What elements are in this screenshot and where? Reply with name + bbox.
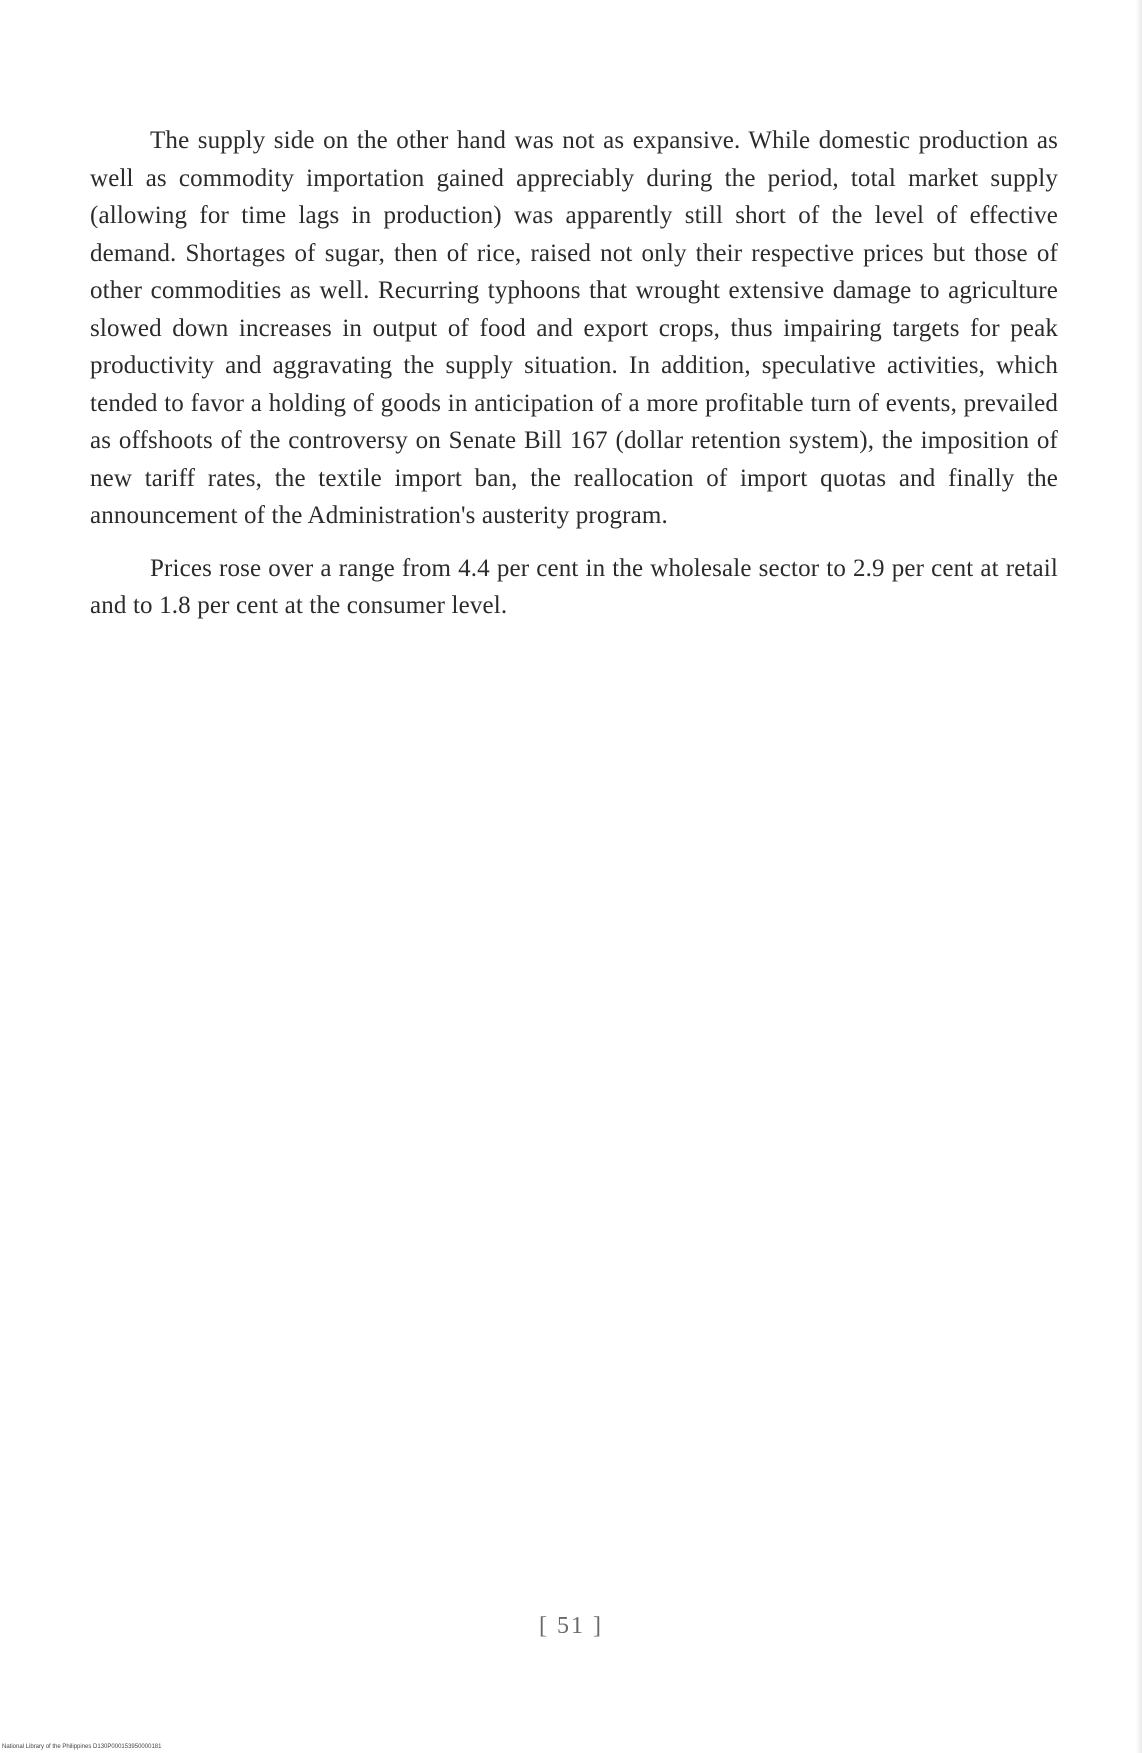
- page-number: [ 51 ]: [539, 1613, 603, 1639]
- scan-edge-shadow: [1136, 0, 1142, 1753]
- body-text: [90, 122, 1058, 625]
- paragraph-prices: Prices rose over a range from 4.4 per cent in the wholesale sector to 2.9 per cent at retail and to 1.8 per cent at the consumer level.: [90, 554, 1058, 619]
- footer-credit: National Library of the Philippines D130P000153950000181: [2, 1744, 162, 1750]
- paragraph-supply-side: The supply side on the other hand was not as expansive. While domestic production as well as commodity importation gained appreciably during the period, total market supply (allowing for time lags in production) was apparently still short of the level of effective demand. Shortages of sugar, then of rice, raised not only their respective prices but those of other commodities as well. Recurring typhoons that wrought extensive damage to agriculture slowed down increases in output of food and export crops, thus impairing targets for peak productivity and aggravating the supply situation. In addition, speculative activities, which tended to favor a holding of goods in anticipation of a more profitable turn of events, prevailed as offshoots of the controversy on Senate Bill 167 (dollar retention system), the imposition of new tariff rates, the textile import ban, the reallocation of import quotas and finally the announcement of the Administration's austerity program.: [90, 127, 1058, 529]
